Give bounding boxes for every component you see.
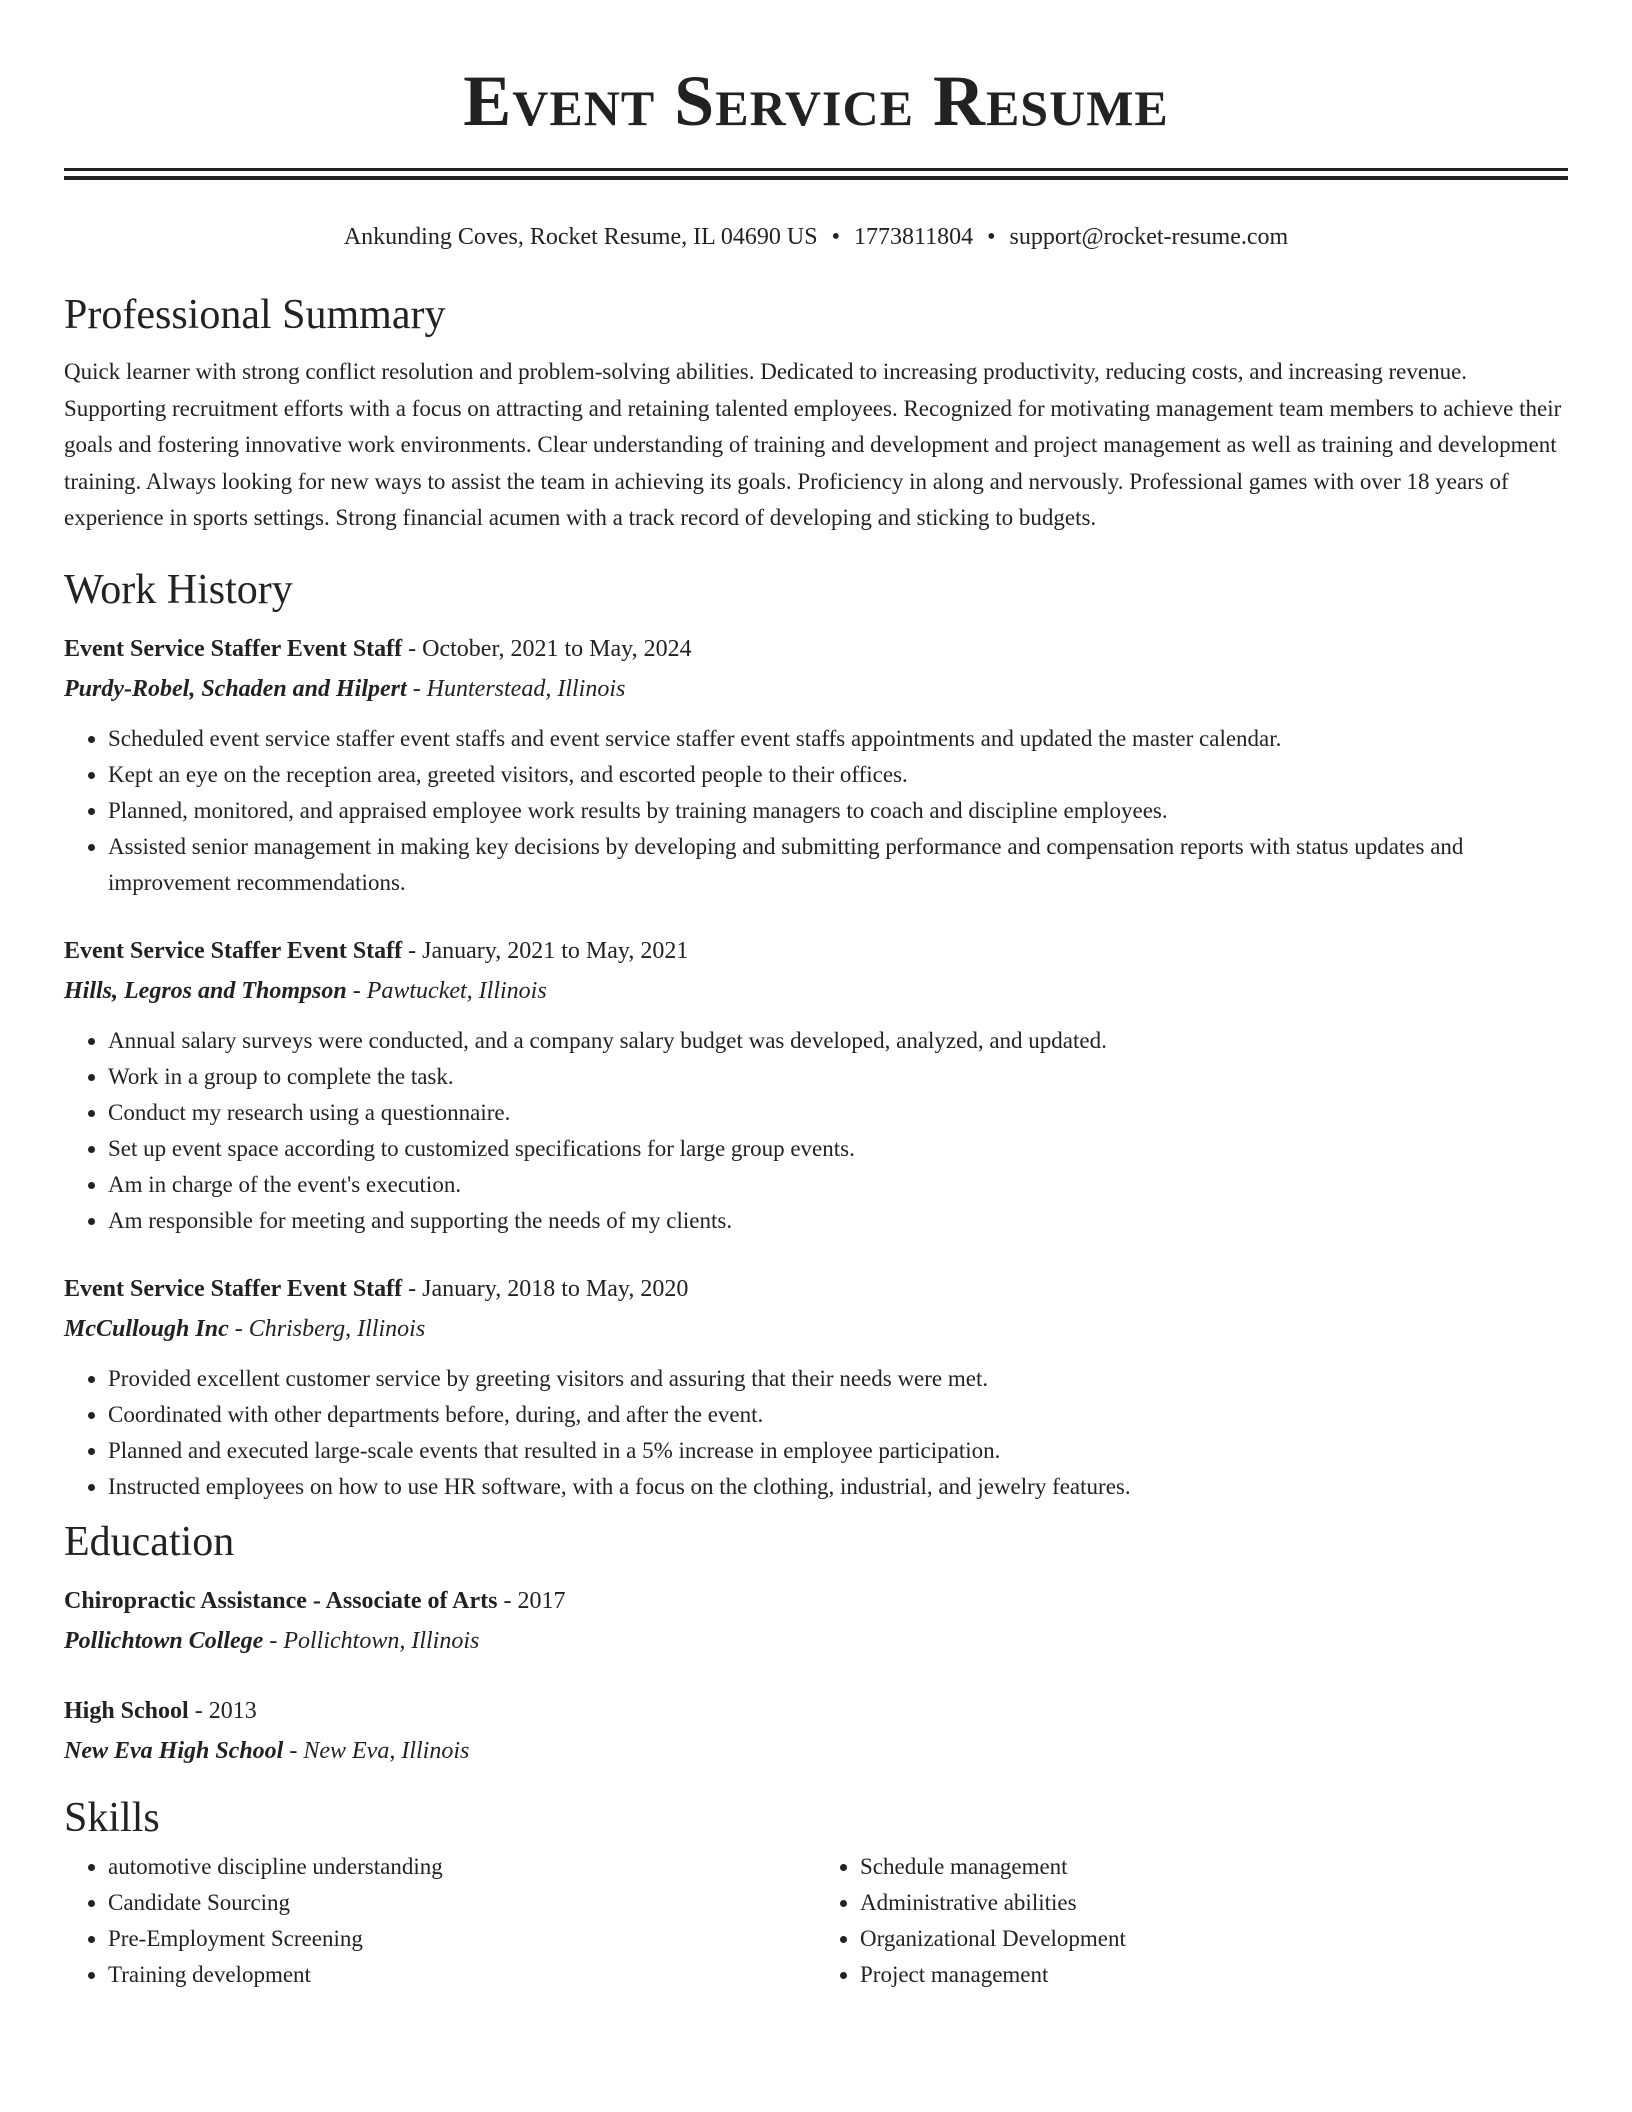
job-location: - Hunterstead, Illinois xyxy=(406,675,626,702)
job-bullets xyxy=(64,1023,1568,1239)
list-item: • Schedule management xyxy=(860,1849,1568,1885)
education-location: - New Eva, Illinois xyxy=(283,1737,470,1764)
job-entry xyxy=(64,1269,1568,1505)
job-title: Event Service Staffer Event Staff xyxy=(64,635,403,662)
education-school: Pollichtown College xyxy=(64,1627,264,1654)
divider-line-top xyxy=(64,168,1568,171)
list-item: • Am in charge of the event's execution. xyxy=(108,1167,1568,1203)
list-item: • Project management xyxy=(860,1957,1568,1993)
list-item: • Training development xyxy=(108,1957,816,1993)
education-year: - 2013 xyxy=(188,1697,257,1724)
job-company-line xyxy=(64,1309,1568,1349)
education-degree-line xyxy=(64,1691,1568,1731)
job-company: Hills, Legros and Thompson xyxy=(64,977,347,1004)
job-entry xyxy=(64,931,1568,1239)
list-item: • Instructed employees on how to use HR software, with a focus on the clothing, industrial, and jewelry features. xyxy=(108,1469,1568,1505)
job-title: Event Service Staffer Event Staff xyxy=(64,937,403,964)
job-title-line xyxy=(64,931,1568,971)
contact-email: support@rocket-resume.com xyxy=(1009,224,1289,250)
job-location: - Chrisberg, Illinois xyxy=(228,1315,426,1342)
job-bullets xyxy=(64,1361,1568,1505)
list-item: • Conduct my research using a questionnaire. xyxy=(108,1095,1568,1131)
title-divider xyxy=(64,168,1568,180)
education-school-line xyxy=(64,1621,1568,1661)
resume-title: Event Service Resume xyxy=(463,61,1169,141)
job-bullets xyxy=(64,721,1568,901)
list-item: • Set up event space according to customized specifications for large group events. xyxy=(108,1131,1568,1167)
divider-line-bottom xyxy=(64,176,1568,180)
list-item: • Coordinated with other departments before, during, and after the event. xyxy=(108,1397,1568,1433)
list-item: • Assisted senior management in making key decisions by developing and submitting performance and compensation reports with status updates and improvement recommendations. xyxy=(108,829,1568,901)
education-entry xyxy=(64,1581,1568,1661)
education-degree: High School xyxy=(64,1697,189,1724)
job-dates: - January, 2021 to May, 2021 xyxy=(402,937,689,964)
contact-address: Ankunding Coves, Rocket Resume, IL 04690 US xyxy=(343,224,818,250)
contact-separator: • xyxy=(987,224,996,250)
list-item: • Administrative abilities xyxy=(860,1885,1568,1921)
job-entry xyxy=(64,629,1568,901)
job-company: Purdy-Robel, Schaden and Hilpert xyxy=(64,675,407,702)
list-item: • Am responsible for meeting and supporting the needs of my clients. xyxy=(108,1203,1568,1239)
list-item: • Candidate Sourcing xyxy=(108,1885,816,1921)
education-school-line xyxy=(64,1731,1568,1771)
job-title: Event Service Staffer Event Staff xyxy=(64,1275,403,1302)
job-company: McCullough Inc xyxy=(64,1315,229,1342)
job-title-line xyxy=(64,1269,1568,1309)
list-item: • Kept an eye on the reception area, greeted visitors, and escorted people to their offices. xyxy=(108,757,1568,793)
list-item: • Work in a group to complete the task. xyxy=(108,1059,1568,1095)
summary-heading: Professional Summary xyxy=(64,292,446,338)
work-history-heading: Work History xyxy=(64,566,293,613)
job-company-line xyxy=(64,971,1568,1011)
summary-text: Quick learner with strong conflict resolution and problem-solving abilities. Dedicated to increasing productivity, reducing costs, and increasing revenue. Supporting recruitment efforts with a focus on attracting and retaining talented employees. Recognized for motivating management team members to achieve their goals and fostering innovative work environments. Clear understanding of training and development and project management as well as training and development training. Always looking for new ways to assist the team in achieving its goals. Proficiency in along and nervously. Professional games with over 18 years of experience in sports settings. Strong financial acumen with a track record of developing and sticking to budgets. xyxy=(64,359,1562,530)
skills-left-column xyxy=(64,1849,816,1993)
list-item: • Planned and executed large-scale events that resulted in a 5% increase in employee participation. xyxy=(108,1433,1568,1469)
job-dates: - October, 2021 to May, 2024 xyxy=(402,635,692,662)
education-school: New Eva High School xyxy=(64,1737,284,1764)
education-year: - 2017 xyxy=(497,1587,566,1614)
skills-right-column xyxy=(816,1849,1568,1993)
list-item: • Planned, monitored, and appraised employee work results by training managers to coach and discipline employees. xyxy=(108,793,1568,829)
list-item: • Provided excellent customer service by greeting visitors and assuring that their needs were met. xyxy=(108,1361,1568,1397)
job-title-line xyxy=(64,629,1568,669)
list-item: • Organizational Development xyxy=(860,1921,1568,1957)
skills-heading: Skills xyxy=(64,1794,160,1841)
contact-separator: • xyxy=(831,224,840,250)
education-degree: Chiropractic Assistance - Associate of Arts xyxy=(64,1587,498,1614)
education-entry xyxy=(64,1691,1568,1771)
contact-line xyxy=(64,222,1568,252)
list-item: • Scheduled event service staffer event staffs and event service staffer event staffs appointments and updated the master calendar. xyxy=(108,721,1568,757)
list-item: • Annual salary surveys were conducted, and a company salary budget was developed, analyzed, and updated. xyxy=(108,1023,1568,1059)
job-location: - Pawtucket, Illinois xyxy=(346,977,547,1004)
job-dates: - January, 2018 to May, 2020 xyxy=(402,1275,689,1302)
education-degree-line xyxy=(64,1581,1568,1621)
education-location: - Pollichtown, Illinois xyxy=(263,1627,480,1654)
job-company-line xyxy=(64,669,1568,709)
education-heading: Education xyxy=(64,1518,235,1565)
skills-columns xyxy=(64,1849,1568,1993)
list-item: • automotive discipline understanding xyxy=(108,1849,816,1885)
contact-phone: 1773811804 xyxy=(853,224,974,250)
list-item: • Pre-Employment Screening xyxy=(108,1921,816,1957)
